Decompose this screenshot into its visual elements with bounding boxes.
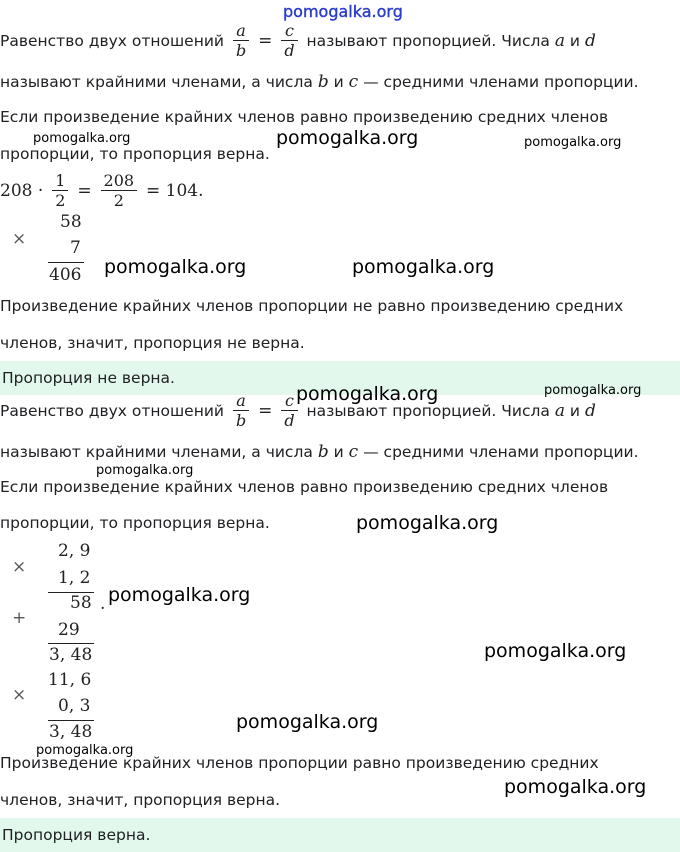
watermark: pomogalka.org [276,127,419,149]
watermark: pomogalka.org [236,711,379,733]
fraction-a-b: $\frac{a}{b}$ [233,22,249,61]
definition-line-1b: Равенство двух отношений $\frac{a}{b}$ = $\frac{c}{d}$ называют пропорцией. Числа a и d [0,391,596,430]
watermark: pomogalka.org [104,256,247,278]
watermark: pomogalka.org [484,640,627,662]
definition-line-2: называют крайними членами, а числа b и c — средними членами пропорции. [0,72,639,92]
fraction-one-half: $\frac{1}{2}$ [52,172,68,211]
conclusion-line-1b: Произведение крайних членов пропорции равно произведению средних [0,754,599,772]
conclusion-line-2: членов, значит, пропорция не верна. [0,334,305,352]
fraction-208-2: $\frac{208}{2}$ [101,172,138,211]
watermark: pomogalka.org [356,512,499,534]
watermark: pomogalka.org [96,463,194,478]
fraction-a-b-2: $\frac{a}{b}$ [233,392,249,431]
watermark: pomogalka.org [352,256,495,278]
conclusion-line-1: Произведение крайних членов пропорции не равно произведению средних [0,297,624,315]
watermark: pomogalka.org [524,135,622,150]
intro-text: Равенство двух отношений [0,32,225,50]
conclusion-line-2b: членов, значит, пропорция верна. [0,791,281,809]
watermark: pomogalka.org [33,131,131,146]
answer-box-b: Пропорция верна. [0,818,680,852]
watermark-top: pomogalka.org [283,2,403,21]
rule-line: Если произведение крайних членов равно произведению средних членов [0,108,609,126]
definition-line-2b: называют крайними членами, а числа b и c — средними членами пропорции. [0,442,639,462]
watermark: pomogalka.org [544,383,642,398]
fraction-c-d: $\frac{c}{d}$ [281,22,297,61]
watermark: pomogalka.org [296,383,439,405]
watermark: pomogalka.org [504,776,647,798]
definition-line-1: Равенство двух отношений $\frac{a}{b}$ = $\frac{c}{d}$ называют пропорцией. Числа a и d [0,21,596,60]
rule-line-end: пропорции, то пропорция верна. [0,145,270,163]
calculation-line: 208 · $\frac{1}{2}$ = $\frac{208}{2}$ = 104. [0,171,204,210]
watermark: pomogalka.org [108,584,251,606]
watermark: pomogalka.org [36,743,134,758]
rule-line-end-b: пропорции, то пропорция верна. [0,514,270,532]
fraction-c-d-2: $\frac{c}{d}$ [281,392,297,431]
rule-line-b: Если произведение крайних членов равно произведению средних членов [0,478,609,496]
answer-box: Пропорция не верна. [0,361,680,395]
